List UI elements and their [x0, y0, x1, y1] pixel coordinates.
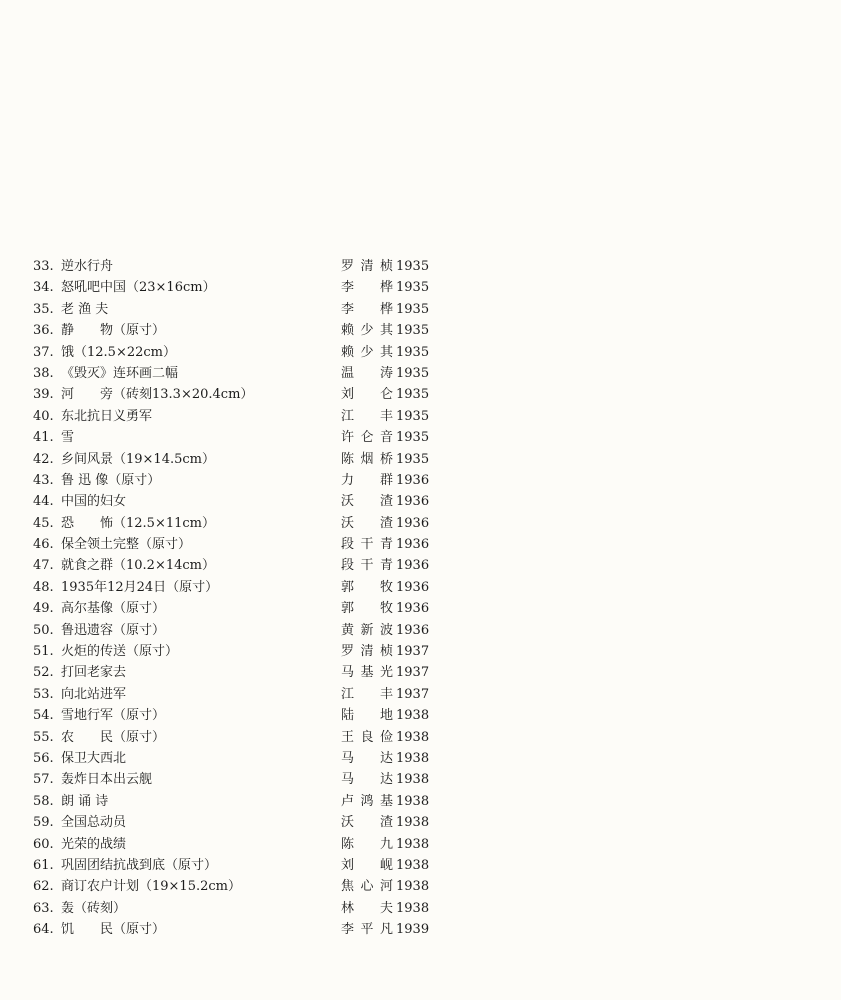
- artwork-title: 农 民（原寸）: [61, 729, 166, 745]
- artwork-title: 轰（砖刻）: [61, 900, 127, 916]
- artist-name: 刘 仑: [341, 387, 393, 403]
- artwork-title: 轰炸日本出云舰: [61, 772, 153, 788]
- artwork-year: 1938: [396, 900, 430, 916]
- list-item: [33, 534, 433, 555]
- artwork-year: 1936: [396, 558, 430, 574]
- entry-number: 41.: [33, 430, 54, 446]
- artwork-title: 雪: [61, 430, 75, 446]
- artwork-year: 1938: [396, 836, 430, 852]
- list-item: [33, 769, 433, 790]
- entry-number: 59.: [33, 815, 54, 831]
- entry-number: 55.: [33, 729, 54, 745]
- entry-number: 51.: [33, 644, 54, 660]
- artist-name: 林 夫: [341, 900, 393, 916]
- artwork-year: 1935: [396, 451, 430, 467]
- entry-number: 40.: [33, 408, 54, 424]
- artwork-title: 巩固团结抗战到底（原寸）: [61, 857, 218, 873]
- list-item: [33, 384, 433, 405]
- entry-number: 64.: [33, 922, 54, 938]
- entry-number: 62.: [33, 879, 54, 895]
- artwork-title: 中国的妇女: [61, 494, 127, 510]
- list-item: [33, 855, 433, 876]
- entry-number: 34.: [33, 280, 54, 296]
- artwork-title: 乡间风景（19×14.5cm）: [61, 451, 215, 467]
- artwork-title: 打回老家去: [61, 665, 127, 681]
- artist-name: 郭 牧: [341, 579, 393, 595]
- artwork-year: 1936: [396, 601, 430, 617]
- artwork-year: 1937: [396, 686, 430, 702]
- list-item: [33, 299, 433, 320]
- list-item: [33, 919, 433, 940]
- artist-name: 李平凡: [341, 922, 393, 938]
- artwork-title: 朗 诵 诗: [61, 793, 109, 809]
- artist-name: 沃 渣: [341, 515, 393, 531]
- list-item: [33, 470, 433, 491]
- list-item: [33, 449, 433, 470]
- artwork-title: 怒吼吧中国（23×16cm）: [61, 280, 216, 296]
- artist-name: 焦心河: [341, 879, 393, 895]
- list-item: [33, 727, 433, 748]
- artwork-list: [33, 256, 433, 941]
- entry-number: 61.: [33, 857, 54, 873]
- artwork-year: 1937: [396, 644, 430, 660]
- entry-number: 52.: [33, 665, 54, 681]
- artwork-year: 1936: [396, 622, 430, 638]
- artwork-title: 向北站进军: [61, 686, 127, 702]
- artwork-title: 《毁灭》连环画二幅: [61, 365, 179, 381]
- list-item: [33, 277, 433, 298]
- artist-name: 马 达: [341, 750, 393, 766]
- entry-number: 39.: [33, 387, 54, 403]
- artwork-title: 就食之群（10.2×14cm）: [61, 558, 215, 574]
- entry-number: 50.: [33, 622, 54, 638]
- artwork-year: 1935: [396, 259, 430, 274]
- artist-name: 陈烟桥: [341, 451, 393, 467]
- entry-number: 48.: [33, 579, 54, 595]
- artist-name: 黄新波: [341, 622, 393, 638]
- list-item: [33, 748, 433, 769]
- artwork-title: 东北抗日义勇军: [61, 408, 153, 424]
- entry-number: 49.: [33, 601, 54, 617]
- artist-name: 许仑音: [341, 430, 393, 446]
- entry-number: 63.: [33, 900, 54, 916]
- artwork-year: 1936: [396, 515, 430, 531]
- artwork-title: 保卫大西北: [61, 750, 127, 766]
- entry-number: 46.: [33, 537, 54, 553]
- artwork-title: 商订农户计划（19×15.2cm）: [61, 879, 241, 895]
- list-item: [33, 577, 433, 598]
- artist-name: 沃 渣: [341, 815, 393, 831]
- entry-number: 36.: [33, 323, 54, 339]
- artwork-year: 1936: [396, 494, 430, 510]
- list-item: [33, 555, 433, 576]
- artwork-year: 1935: [396, 344, 430, 360]
- artwork-year: 1938: [396, 815, 430, 831]
- artwork-year: 1938: [396, 793, 430, 809]
- artwork-year: 1936: [396, 537, 430, 553]
- artwork-year: 1938: [396, 857, 430, 873]
- artist-name: 段干青: [341, 558, 393, 574]
- artwork-title: 鲁迅遗容（原寸）: [61, 622, 166, 638]
- artist-name: 罗清桢: [341, 644, 393, 660]
- artwork-title: 高尔基像（原寸）: [61, 601, 166, 617]
- artist-name: 陈 九: [341, 836, 393, 852]
- artist-name: 赖少其: [341, 344, 393, 360]
- entry-number: 57.: [33, 772, 54, 788]
- list-item: [33, 641, 433, 662]
- entry-number: 43.: [33, 472, 54, 488]
- artwork-year: 1938: [396, 772, 430, 788]
- artwork-year: 1938: [396, 879, 430, 895]
- list-item: [33, 620, 433, 641]
- artwork-title: 河 旁（砖刻13.3×20.4cm）: [61, 387, 254, 403]
- artist-name: 沃 渣: [341, 494, 393, 510]
- list-item: [33, 320, 433, 341]
- entry-number: 60.: [33, 836, 54, 852]
- artist-name: 王良俭: [341, 729, 393, 745]
- artist-name: 马 达: [341, 772, 393, 788]
- artwork-title: 静 物（原寸）: [61, 323, 166, 339]
- artist-name: 力 群: [341, 472, 393, 488]
- artwork-year: 1937: [396, 665, 430, 681]
- artwork-year: 1938: [396, 708, 430, 724]
- entry-number: 44.: [33, 494, 54, 510]
- artist-name: 温 涛: [341, 365, 393, 381]
- artwork-title: 恐 怖（12.5×11cm）: [61, 515, 215, 531]
- artwork-year: 1936: [396, 472, 430, 488]
- artist-name: 李 桦: [341, 301, 393, 317]
- artist-name: 郭 牧: [341, 601, 393, 617]
- list-item: [33, 898, 433, 919]
- entry-number: 42.: [33, 451, 54, 467]
- entry-number: 56.: [33, 750, 54, 766]
- artist-name: 李 桦: [341, 280, 393, 296]
- list-item: [33, 876, 433, 897]
- entry-number: 47.: [33, 558, 54, 574]
- list-item: [33, 406, 433, 427]
- list-item: [33, 363, 433, 384]
- entry-number: 37.: [33, 344, 54, 360]
- artwork-year: 1935: [396, 280, 430, 296]
- artwork-year: 1938: [396, 729, 430, 745]
- artist-name: 赖少其: [341, 323, 393, 339]
- artist-name: 刘 岘: [341, 857, 393, 873]
- artwork-year: 1935: [396, 387, 430, 403]
- list-item: [33, 834, 433, 855]
- artist-name: 卢鸿基: [341, 793, 393, 809]
- artwork-title: 饿（12.5×22cm）: [61, 344, 176, 360]
- list-item: [33, 598, 433, 619]
- artwork-title: 光荣的战绩: [61, 836, 127, 852]
- list-item: [33, 256, 433, 277]
- artwork-year: 1935: [396, 365, 430, 381]
- list-item: [33, 662, 433, 683]
- entry-number: 35.: [33, 301, 54, 317]
- artwork-title: 保全领土完整（原寸）: [61, 537, 192, 553]
- artist-name: 陆 地: [341, 708, 393, 724]
- entry-number: 53.: [33, 686, 54, 702]
- artwork-title: 鲁 迅 像（原寸）: [61, 472, 161, 488]
- entry-number: 54.: [33, 708, 54, 724]
- artwork-title: 老 渔 夫: [61, 301, 109, 317]
- artwork-title: 雪地行军（原寸）: [61, 708, 166, 724]
- list-item: [33, 705, 433, 726]
- artist-name: 江 丰: [341, 408, 393, 424]
- list-item: [33, 791, 433, 812]
- artwork-title: 全国总动员: [61, 815, 127, 831]
- entry-number: 58.: [33, 793, 54, 809]
- artwork-year: 1939: [396, 922, 430, 938]
- artwork-year: 1938: [396, 750, 430, 766]
- artwork-title: 1935年12月24日（原寸）: [61, 579, 219, 595]
- list-item: [33, 491, 433, 512]
- artwork-title: 饥 民（原寸）: [61, 922, 166, 938]
- list-item: [33, 513, 433, 534]
- artwork-title: 逆水行舟: [61, 259, 114, 274]
- artwork-title: 火炬的传送（原寸）: [61, 644, 179, 660]
- artwork-year: 1935: [396, 408, 430, 424]
- list-item: [33, 812, 433, 833]
- entry-number: 38.: [33, 365, 54, 381]
- entry-number: 45.: [33, 515, 54, 531]
- list-item: [33, 342, 433, 363]
- artwork-year: 1935: [396, 430, 430, 446]
- list-item: [33, 684, 433, 705]
- artist-name: 罗清桢: [341, 259, 393, 274]
- list-item: [33, 427, 433, 448]
- artwork-year: 1935: [396, 323, 430, 339]
- artist-name: 马基光: [341, 665, 393, 681]
- artist-name: 江 丰: [341, 686, 393, 702]
- entry-number: 33.: [33, 259, 54, 274]
- artwork-year: 1936: [396, 579, 430, 595]
- artist-name: 段干青: [341, 537, 393, 553]
- artwork-year: 1935: [396, 301, 430, 317]
